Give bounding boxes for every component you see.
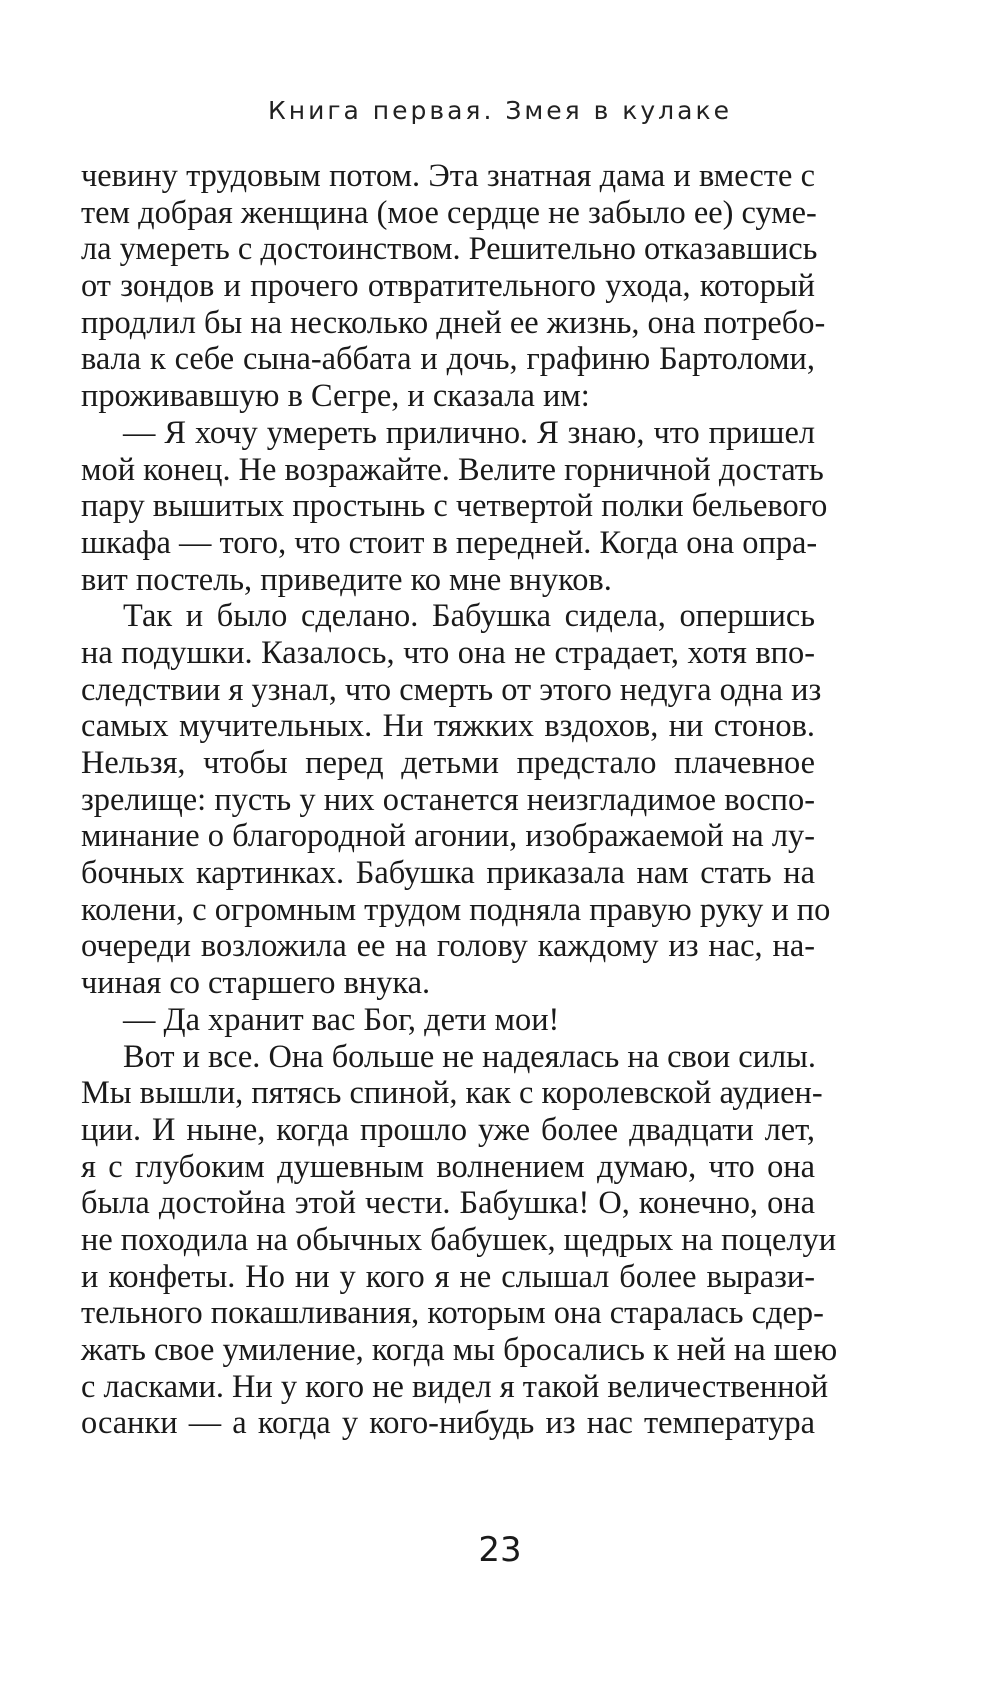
text-line: бочных картинках. Бабушка приказала нам стать на bbox=[81, 855, 815, 892]
text-line: не походила на обычных бабушек, щедрых на поцелуи bbox=[81, 1221, 837, 1258]
text-line: вала к себе сына-аббата и дочь, графиню Бартоломи, bbox=[81, 341, 815, 378]
text-line: ла умереть с достоинством. Решительно отказавшись bbox=[81, 231, 818, 268]
page-number: 23 bbox=[478, 1530, 522, 1570]
text-line: Так и было сделано. Бабушка сидела, опершись bbox=[123, 598, 815, 635]
text-line: была достойна этой чести. Бабушка! О, конечно, она bbox=[81, 1185, 815, 1222]
text-line: тельного покашливания, которым она старалась сдер- bbox=[81, 1295, 824, 1332]
text-line: вит постель, приведите ко мне внуков. bbox=[81, 561, 612, 598]
running-head: Книга первая. Змея в кулаке bbox=[268, 96, 732, 125]
text-line: тем добрая женщина (мое сердце не забыло ее) суме- bbox=[81, 194, 817, 231]
text-line: пару вышитых простынь с четвертой полки бельевого bbox=[81, 488, 828, 525]
text-line: Нельзя, чтобы перед детьми предстало плачевное bbox=[81, 745, 815, 781]
body-text bbox=[81, 158, 838, 1442]
text-line: я с глубоким душевным волнением думаю, что она bbox=[81, 1148, 815, 1185]
text-line: мой конец. Не возражайте. Велите горничной достать bbox=[81, 451, 824, 488]
text-line: следствии я узнал, что смерть от этого недуга одна из bbox=[81, 671, 822, 708]
text-line: — Да хранит вас Бог, дети мои! bbox=[123, 1001, 560, 1038]
text-line: осанки — а когда у кого-нибудь из нас температура bbox=[81, 1405, 815, 1442]
text-line: чиная со старшего внука. bbox=[81, 965, 431, 1002]
text-line: шкафа — того, что стоит в передней. Когда она опра- bbox=[81, 524, 818, 561]
text-line: минание о благородной агонии, изображаемой на лу- bbox=[81, 818, 815, 855]
text-line: проживавшую в Сегре, и сказала им: bbox=[81, 378, 590, 415]
text-line: Мы вышли, пятясь спиной, как с королевской аудиен- bbox=[81, 1075, 823, 1112]
text-line: колени, с огромным трудом подняла правую руку и по bbox=[81, 891, 831, 928]
text-line: ции. И ныне, когда прошло уже более двадцати лет, bbox=[81, 1111, 815, 1148]
text-line: — Я хочу умереть прилично. Я знаю, что пришел bbox=[123, 414, 815, 451]
text-line: на подушки. Казалось, что она не страдает, хотя впо- bbox=[81, 634, 815, 671]
text-line: чевину трудовым потом. Эта знатная дама и вместе с bbox=[81, 158, 815, 194]
text-line: жать свое умиление, когда мы бросались к ней на шею bbox=[81, 1332, 838, 1368]
text-line: продлил бы на несколько дней ее жизнь, она потребо- bbox=[81, 304, 826, 341]
text-line: от зондов и прочего отвратительного ухода, который bbox=[81, 268, 815, 305]
text-line: Вот и все. Она больше не надеялась на свои силы. bbox=[123, 1038, 816, 1075]
text-line: и конфеты. Но ни у кого я не слышал более вырази- bbox=[81, 1258, 815, 1295]
text-line: с ласками. Ни у кого не видел я такой величественной bbox=[81, 1368, 829, 1405]
text-line: самых мучительных. Ни тяжких вздохов, ни стонов. bbox=[81, 708, 815, 745]
text-line: очереди возложила ее на голову каждому из нас, на- bbox=[81, 928, 815, 965]
text-line: зрелище: пусть у них останется неизгладимое воспо- bbox=[81, 781, 815, 818]
